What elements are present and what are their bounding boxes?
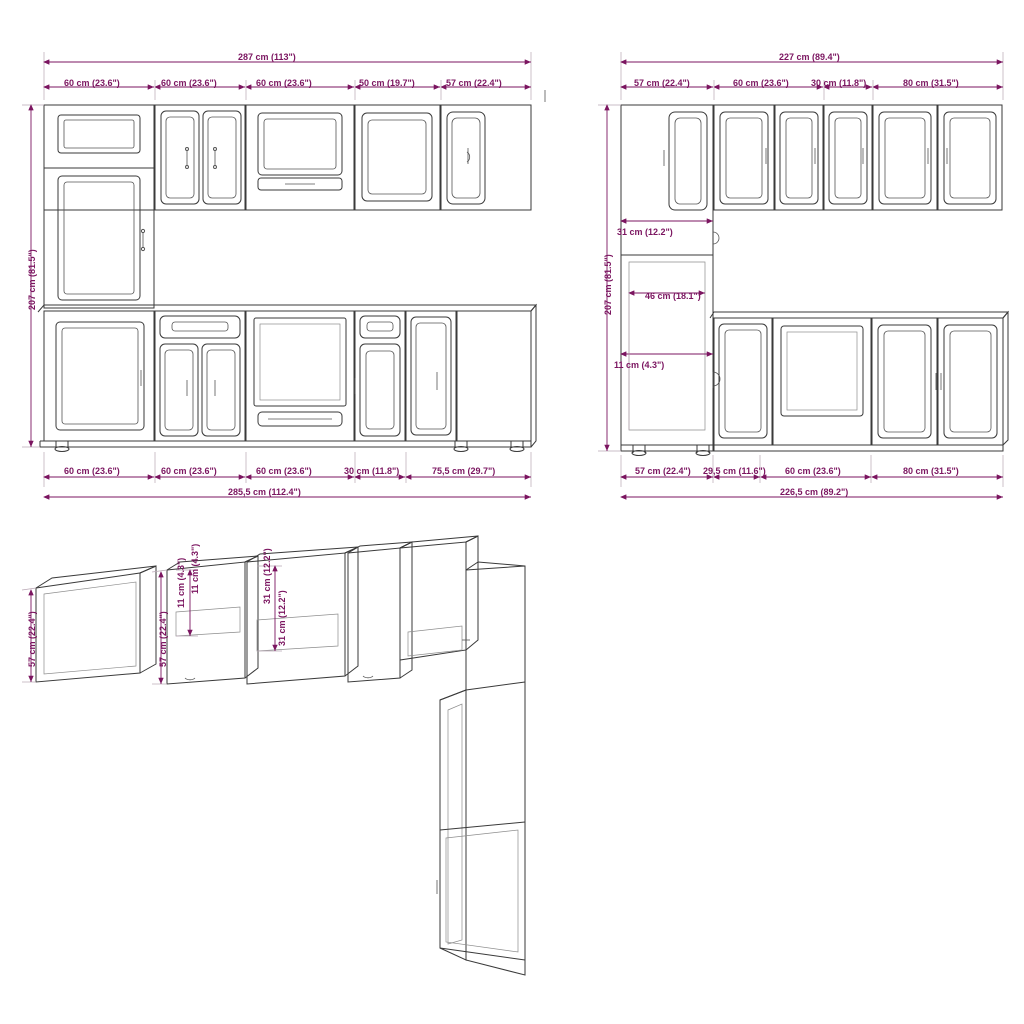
persp-label-57-b: 57 cm (22.4") [158,611,168,667]
right-view-height: 207 cm (81.5") [603,254,613,315]
left-view-top-seg-2: 60 cm (23.6") [161,78,217,88]
left-view-top-seg-1: 60 cm (23.6") [64,78,120,88]
right-view-bottom-total: 226,5 cm (89.2") [780,487,849,497]
right-view-inner-31: 31 cm (12.2") [617,227,673,237]
left-view-top-total: 287 cm (113") [238,52,296,62]
right-view-top-seg-3: 30 cm (11.8") [811,78,867,88]
right-view-top-total: 227 cm (89.4") [779,52,840,62]
left-view-top-seg-3: 60 cm (23.6") [256,78,312,88]
right-view-top-seg-2: 60 cm (23.6") [733,78,789,88]
persp-label-57-a: 57 cm (22.4") [27,611,37,667]
left-view-top-seg-5: 57 cm (22.4") [446,78,502,88]
right-view-inner-46: 46 cm (18.1") [645,291,701,301]
left-view-bottom-seg-3: 60 cm (23.6") [256,466,312,476]
right-view-top-seg-4: 80 cm (31.5") [903,78,959,88]
right-view-inner-11: 11 cm (4.3") [614,360,665,370]
left-view-bottom-total: 285,5 cm (112.4") [228,487,301,497]
right-view-top-seg-1: 57 cm (22.4") [634,78,690,88]
left-view-height: 207 cm (81.5") [27,249,37,310]
persp-label-11-b: 11 cm (4.3") [190,543,200,594]
left-view-top-seg-4: 50 cm (19.7") [359,78,415,88]
left-view-bottom-seg-1: 60 cm (23.6") [64,466,120,476]
persp-label-31-b: 31 cm (12.2") [277,590,287,646]
persp-label-31-a: 31 cm (12.2") [262,548,272,604]
left-view-bottom-seg-2: 60 cm (23.6") [161,466,217,476]
right-view-bottom-seg-4: 80 cm (31.5") [903,466,959,476]
left-view-bottom-seg-5: 75,5 cm (29.7") [432,466,496,476]
right-view-bottom-seg-3: 60 cm (23.6") [785,466,841,476]
right-view-bottom-seg-1: 57 cm (22.4") [635,466,691,476]
persp-label-11-a: 11 cm (4.3") [176,557,186,608]
right-view-bottom-seg-2: 29,5 cm (11.6") [703,466,766,476]
left-view-bottom-seg-4: 30 cm (11.8") [344,466,400,476]
